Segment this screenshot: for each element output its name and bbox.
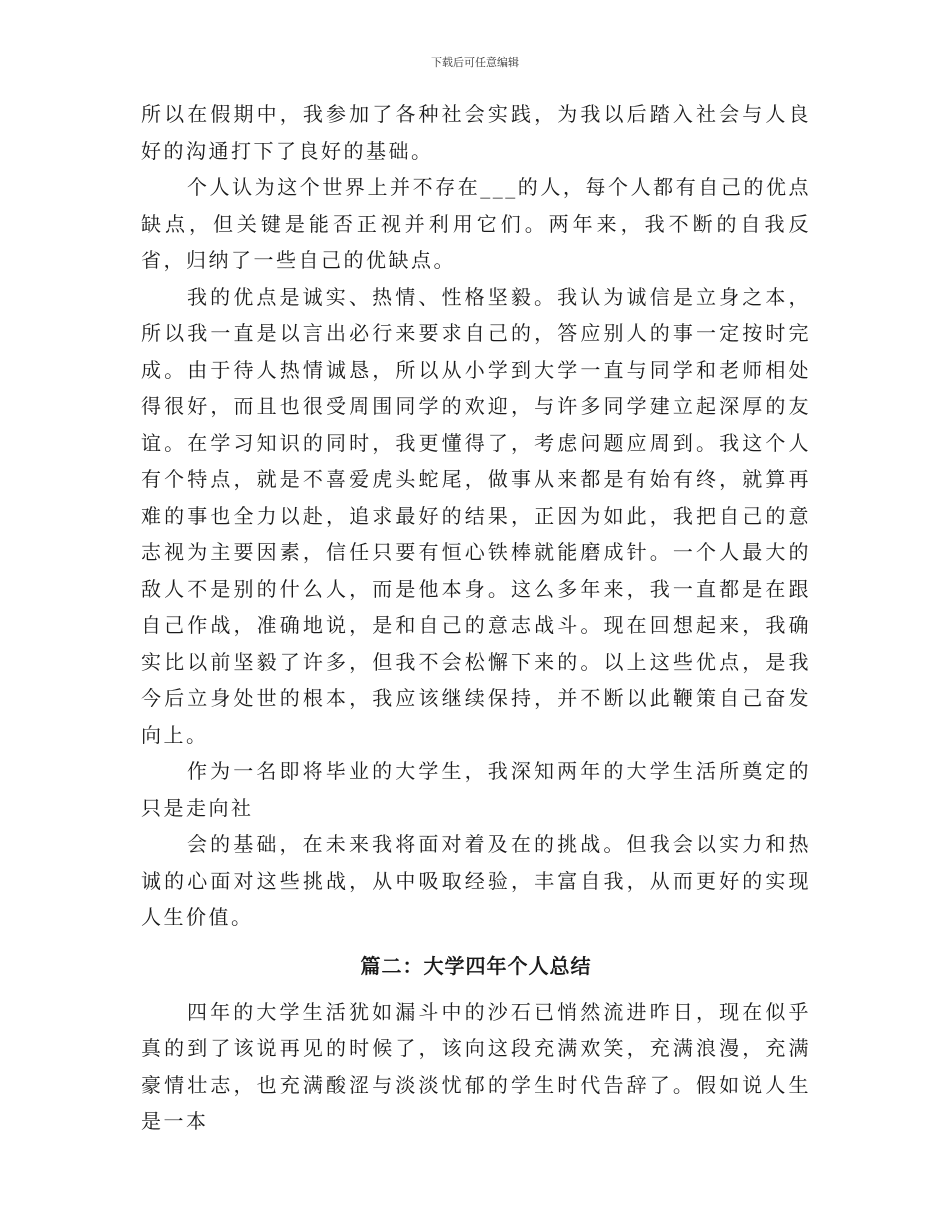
paragraph-2: 个人认为这个世界上并不存在___的人，每个人都有自己的优点缺点，但关键是能否正视并利用它们。两年来，我不断的自我反省，归纳了一些自己的优缺点。 — [141, 175, 811, 272]
paragraph-3: 我的优点是诚实、热情、性格坚毅。我认为诚信是立身之本，所以我一直是以言出必行来要求自己的，答应别人的事一定按时完成。由于待人热情诚恳，所以从小学到大学一直与同学和老师相处得很好，而且也很受周围同学的欢迎，与许多同学建立起深厚的友谊。在学习知识的同时，我更懂得了，考虑问题应周到。我这个人有个特点，就是不喜爱虎头蛇尾，做事从来都是有始有终，就算再难的事也全力以赴，追求最好的结果，正因为如此，我把自己的意志视为主要因素，信任只要有恒心铁棒就能磨成针。一个人最大的敌人不是别的什么人，而是他本身。这么多年来，我一直都是在跟自己作战，准确地说，是和自己的意志战斗。现在回想起来，我确实比以前坚毅了许多，但我不会松懈下来的。以上这些优点，是我今后立身处世的根本，我应该继续保持，并不断以此鞭策自己奋发向上。 — [141, 284, 811, 747]
paragraph-5: 会的基础，在未来我将面对着及在的挑战。但我会以实力和热诚的心面对这些挑战，从中吸取经验，丰富自我，从而更好的实现人生价值。 — [141, 832, 811, 929]
section-paragraph-1: 四年的大学生活犹如漏斗中的沙石已悄然流进昨日，现在似乎真的到了该说再见的时候了，该向这段充满欢笑，充满浪漫，充满豪情壮志，也充满酸涩与淡淡忧郁的学生时代告辞了。假如说人生是一本 — [141, 999, 811, 1133]
page-header: 下载后可任意编辑 — [431, 56, 519, 69]
paragraph-4: 作为一名即将毕业的大学生，我深知两年的大学生活所奠定的只是走向社 — [141, 759, 811, 820]
section-title: 篇二：大学四年个人总结 — [360, 953, 592, 978]
document-body — [141, 96, 811, 1140]
paragraph-1: 所以在假期中，我参加了各种社会实践，为我以后踏入社会与人良好的沟通打下了良好的基础。 — [141, 102, 811, 163]
